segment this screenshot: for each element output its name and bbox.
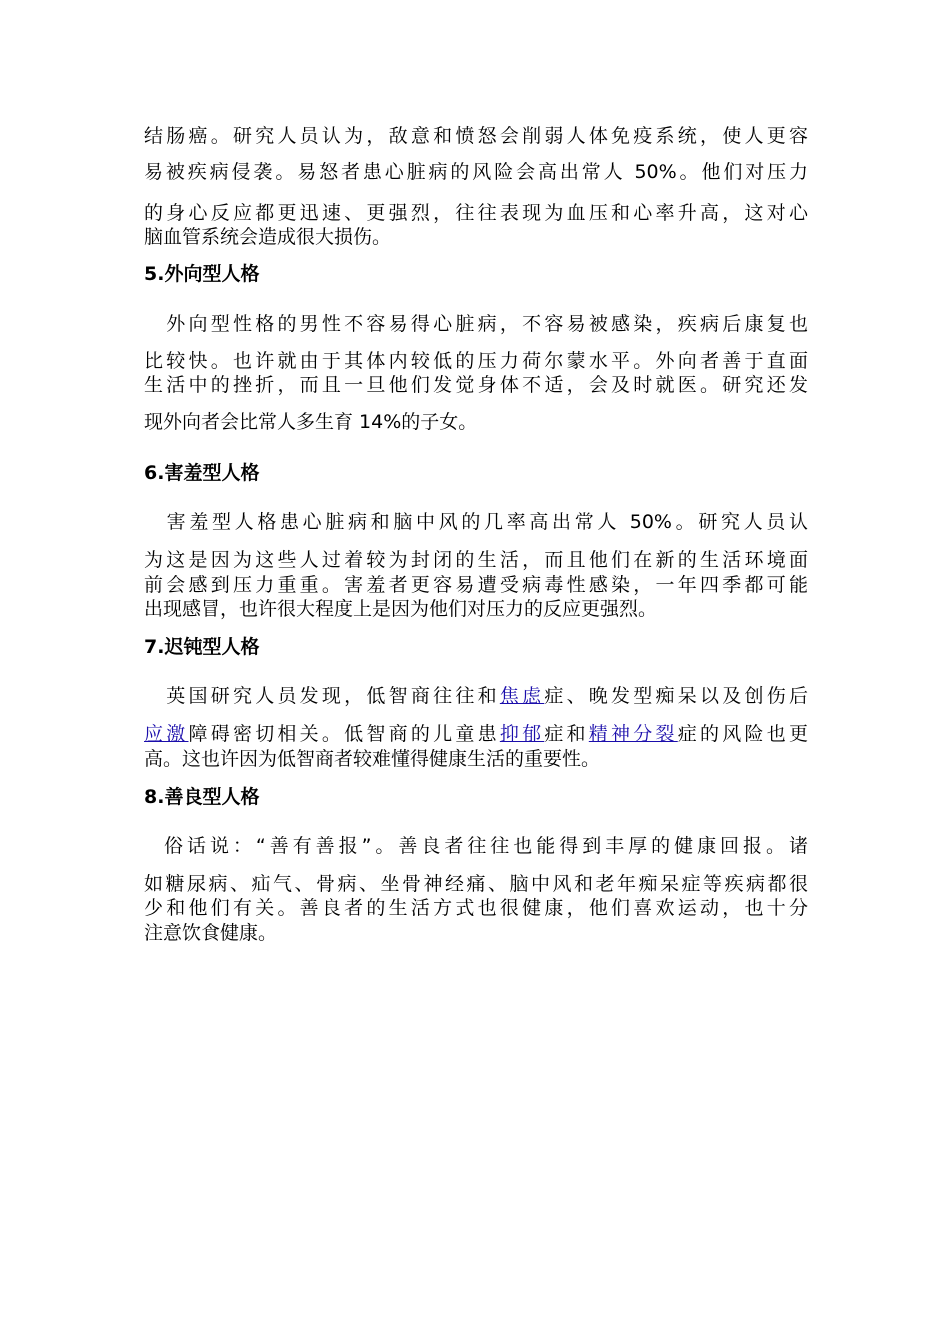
- paragraph-line: 害羞型人格患心脏病和脑中风的几率高出常人 50%。研究人员认: [144, 511, 808, 533]
- paragraph-line: 为这是因为这些人过着较为封闭的生活，而且他们在新的生活环境面: [144, 549, 808, 571]
- link-depression[interactable]: 抑郁: [499, 723, 545, 745]
- paragraph-text: 英国研究人员发现，低智商往往和: [144, 685, 500, 707]
- section-heading: 5.外向型人格: [144, 263, 260, 285]
- paragraph-line: 前会感到压力重重。害羞者更容易遭受病毒性感染，一年四季都可能: [144, 574, 808, 596]
- paragraph-line: 外向型性格的男性不容易得心脏病，不容易被感染，疾病后康复也: [144, 313, 808, 335]
- link-anxiety[interactable]: 焦虑: [499, 685, 545, 707]
- section-heading: 8.善良型人格: [144, 786, 260, 808]
- paragraph-line: 高。这也许因为低智商者较难懂得健康生活的重要性。: [144, 748, 601, 770]
- link-schizophrenia[interactable]: 精神分裂: [588, 723, 678, 745]
- paragraph-text: 症、晚发型痴呆以及创伤后: [544, 685, 808, 707]
- paragraph-line: 易被疾病侵袭。易怒者患心脏病的风险会高出常人 50%。他们对压力: [144, 161, 808, 183]
- paragraph-line: 脑血管系统会造成很大损伤。: [144, 226, 392, 248]
- paragraph-line: 少和他们有关。善良者的生活方式也很健康，他们喜欢运动，也十分: [144, 897, 808, 919]
- paragraph-text: 症和: [544, 723, 589, 745]
- paragraph-line: 如糖尿病、疝气、骨病、坐骨神经痛、脑中风和老年痴呆症等疾病都很: [144, 873, 808, 895]
- paragraph-line: 现外向者会比常人多生育 14%的子女。: [144, 411, 478, 433]
- section-heading: 7.迟钝型人格: [144, 636, 260, 658]
- paragraph-text: 症的风险也更: [677, 723, 808, 745]
- paragraph-line: 出现感冒，也许很大程度上是因为他们对压力的反应更强烈。: [144, 598, 658, 620]
- section-heading: 6.害羞型人格: [144, 462, 260, 484]
- paragraph-line: 注意饮食健康。: [144, 922, 278, 944]
- paragraph-line: 结肠癌。研究人员认为，敌意和愤怒会削弱人体免疫系统，使人更容: [144, 125, 808, 147]
- paragraph-line: [144, 684, 808, 708]
- paragraph-line: [144, 722, 808, 746]
- paragraph-line: 俗话说：“善有善报”。善良者往往也能得到丰厚的健康回报。诸: [164, 835, 808, 857]
- paragraph-line: 比较快。也许就由于其体内较低的压力荷尔蒙水平。外向者善于直面: [144, 350, 808, 372]
- paragraph-line: 生活中的挫折，而且一旦他们发觉身体不适，会及时就医。研究还发: [144, 374, 808, 396]
- link-stress[interactable]: 应激: [144, 723, 189, 745]
- paragraph-line: 的身心反应都更迅速、更强烈，往往表现为血压和心率升高，这对心: [144, 202, 808, 224]
- paragraph-text: 障碍密切相关。低智商的儿童患: [188, 723, 500, 745]
